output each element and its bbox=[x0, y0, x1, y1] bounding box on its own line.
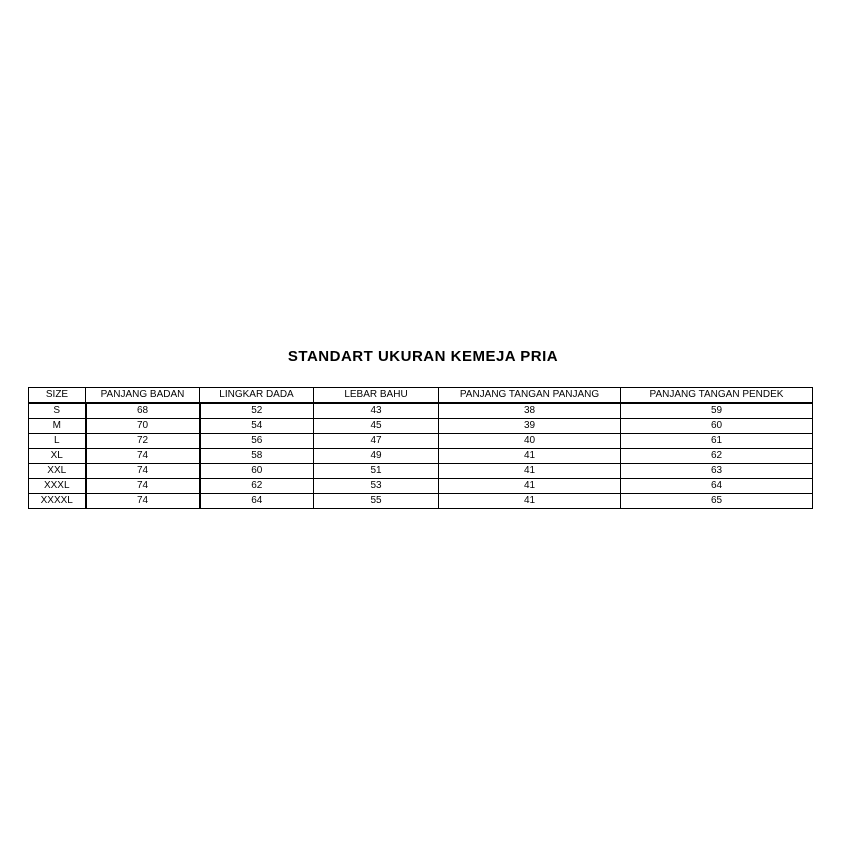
table-cell: 72 bbox=[86, 434, 200, 449]
table-cell: 52 bbox=[200, 403, 314, 419]
column-header-panjang-badan: PANJANG BADAN bbox=[86, 388, 200, 404]
table-cell: 41 bbox=[439, 494, 621, 509]
table-row bbox=[29, 403, 813, 419]
table-cell-size: XXXL bbox=[29, 479, 86, 494]
column-header-size: SIZE bbox=[29, 388, 86, 404]
table-cell: 74 bbox=[86, 464, 200, 479]
table-cell: 38 bbox=[439, 403, 621, 419]
table-row bbox=[29, 464, 813, 479]
table-cell: 49 bbox=[314, 449, 439, 464]
table-cell-size: XL bbox=[29, 449, 86, 464]
table-cell: 62 bbox=[621, 449, 813, 464]
table-cell: 41 bbox=[439, 464, 621, 479]
table-cell: 43 bbox=[314, 403, 439, 419]
table-cell: 51 bbox=[314, 464, 439, 479]
table-cell: 60 bbox=[621, 419, 813, 434]
table-row bbox=[29, 494, 813, 509]
table-cell: 61 bbox=[621, 434, 813, 449]
table-cell: 41 bbox=[439, 449, 621, 464]
table-cell: 60 bbox=[200, 464, 314, 479]
table-cell: 64 bbox=[200, 494, 314, 509]
table-row bbox=[29, 434, 813, 449]
table-cell: 39 bbox=[439, 419, 621, 434]
table-cell: 40 bbox=[439, 434, 621, 449]
table-cell: 65 bbox=[621, 494, 813, 509]
table-cell: 64 bbox=[621, 479, 813, 494]
table-cell-size: XXL bbox=[29, 464, 86, 479]
size-chart-table bbox=[28, 387, 813, 509]
table-cell: 47 bbox=[314, 434, 439, 449]
column-header-panjang-tangan-panjang: PANJANG TANGAN PANJANG bbox=[439, 388, 621, 404]
page-title: STANDART UKURAN KEMEJA PRIA bbox=[287, 348, 559, 365]
table-cell-size: XXXXL bbox=[29, 494, 86, 509]
table-cell: 54 bbox=[200, 419, 314, 434]
table-cell: 58 bbox=[200, 449, 314, 464]
table-cell: 74 bbox=[86, 449, 200, 464]
table-cell: 53 bbox=[314, 479, 439, 494]
table-cell: 70 bbox=[86, 419, 200, 434]
table-row bbox=[29, 449, 813, 464]
table-cell: 55 bbox=[314, 494, 439, 509]
table-cell: 41 bbox=[439, 479, 621, 494]
column-header-lingkar-dada: LINGKAR DADA bbox=[200, 388, 314, 404]
table-header-row bbox=[29, 388, 813, 404]
table-row bbox=[29, 479, 813, 494]
table-row bbox=[29, 419, 813, 434]
table-cell: 45 bbox=[314, 419, 439, 434]
table-cell-size: M bbox=[29, 419, 86, 434]
table-cell: 59 bbox=[621, 403, 813, 419]
table-cell: 74 bbox=[86, 479, 200, 494]
table-cell: 74 bbox=[86, 494, 200, 509]
table-cell-size: L bbox=[29, 434, 86, 449]
column-header-panjang-tangan-pendek: PANJANG TANGAN PENDEK bbox=[621, 388, 813, 404]
column-header-lebar-bahu: LEBAR BAHU bbox=[314, 388, 439, 404]
table-cell: 68 bbox=[86, 403, 200, 419]
table-cell: 63 bbox=[621, 464, 813, 479]
table-cell-size: S bbox=[29, 403, 86, 419]
table-cell: 62 bbox=[200, 479, 314, 494]
table-cell: 56 bbox=[200, 434, 314, 449]
